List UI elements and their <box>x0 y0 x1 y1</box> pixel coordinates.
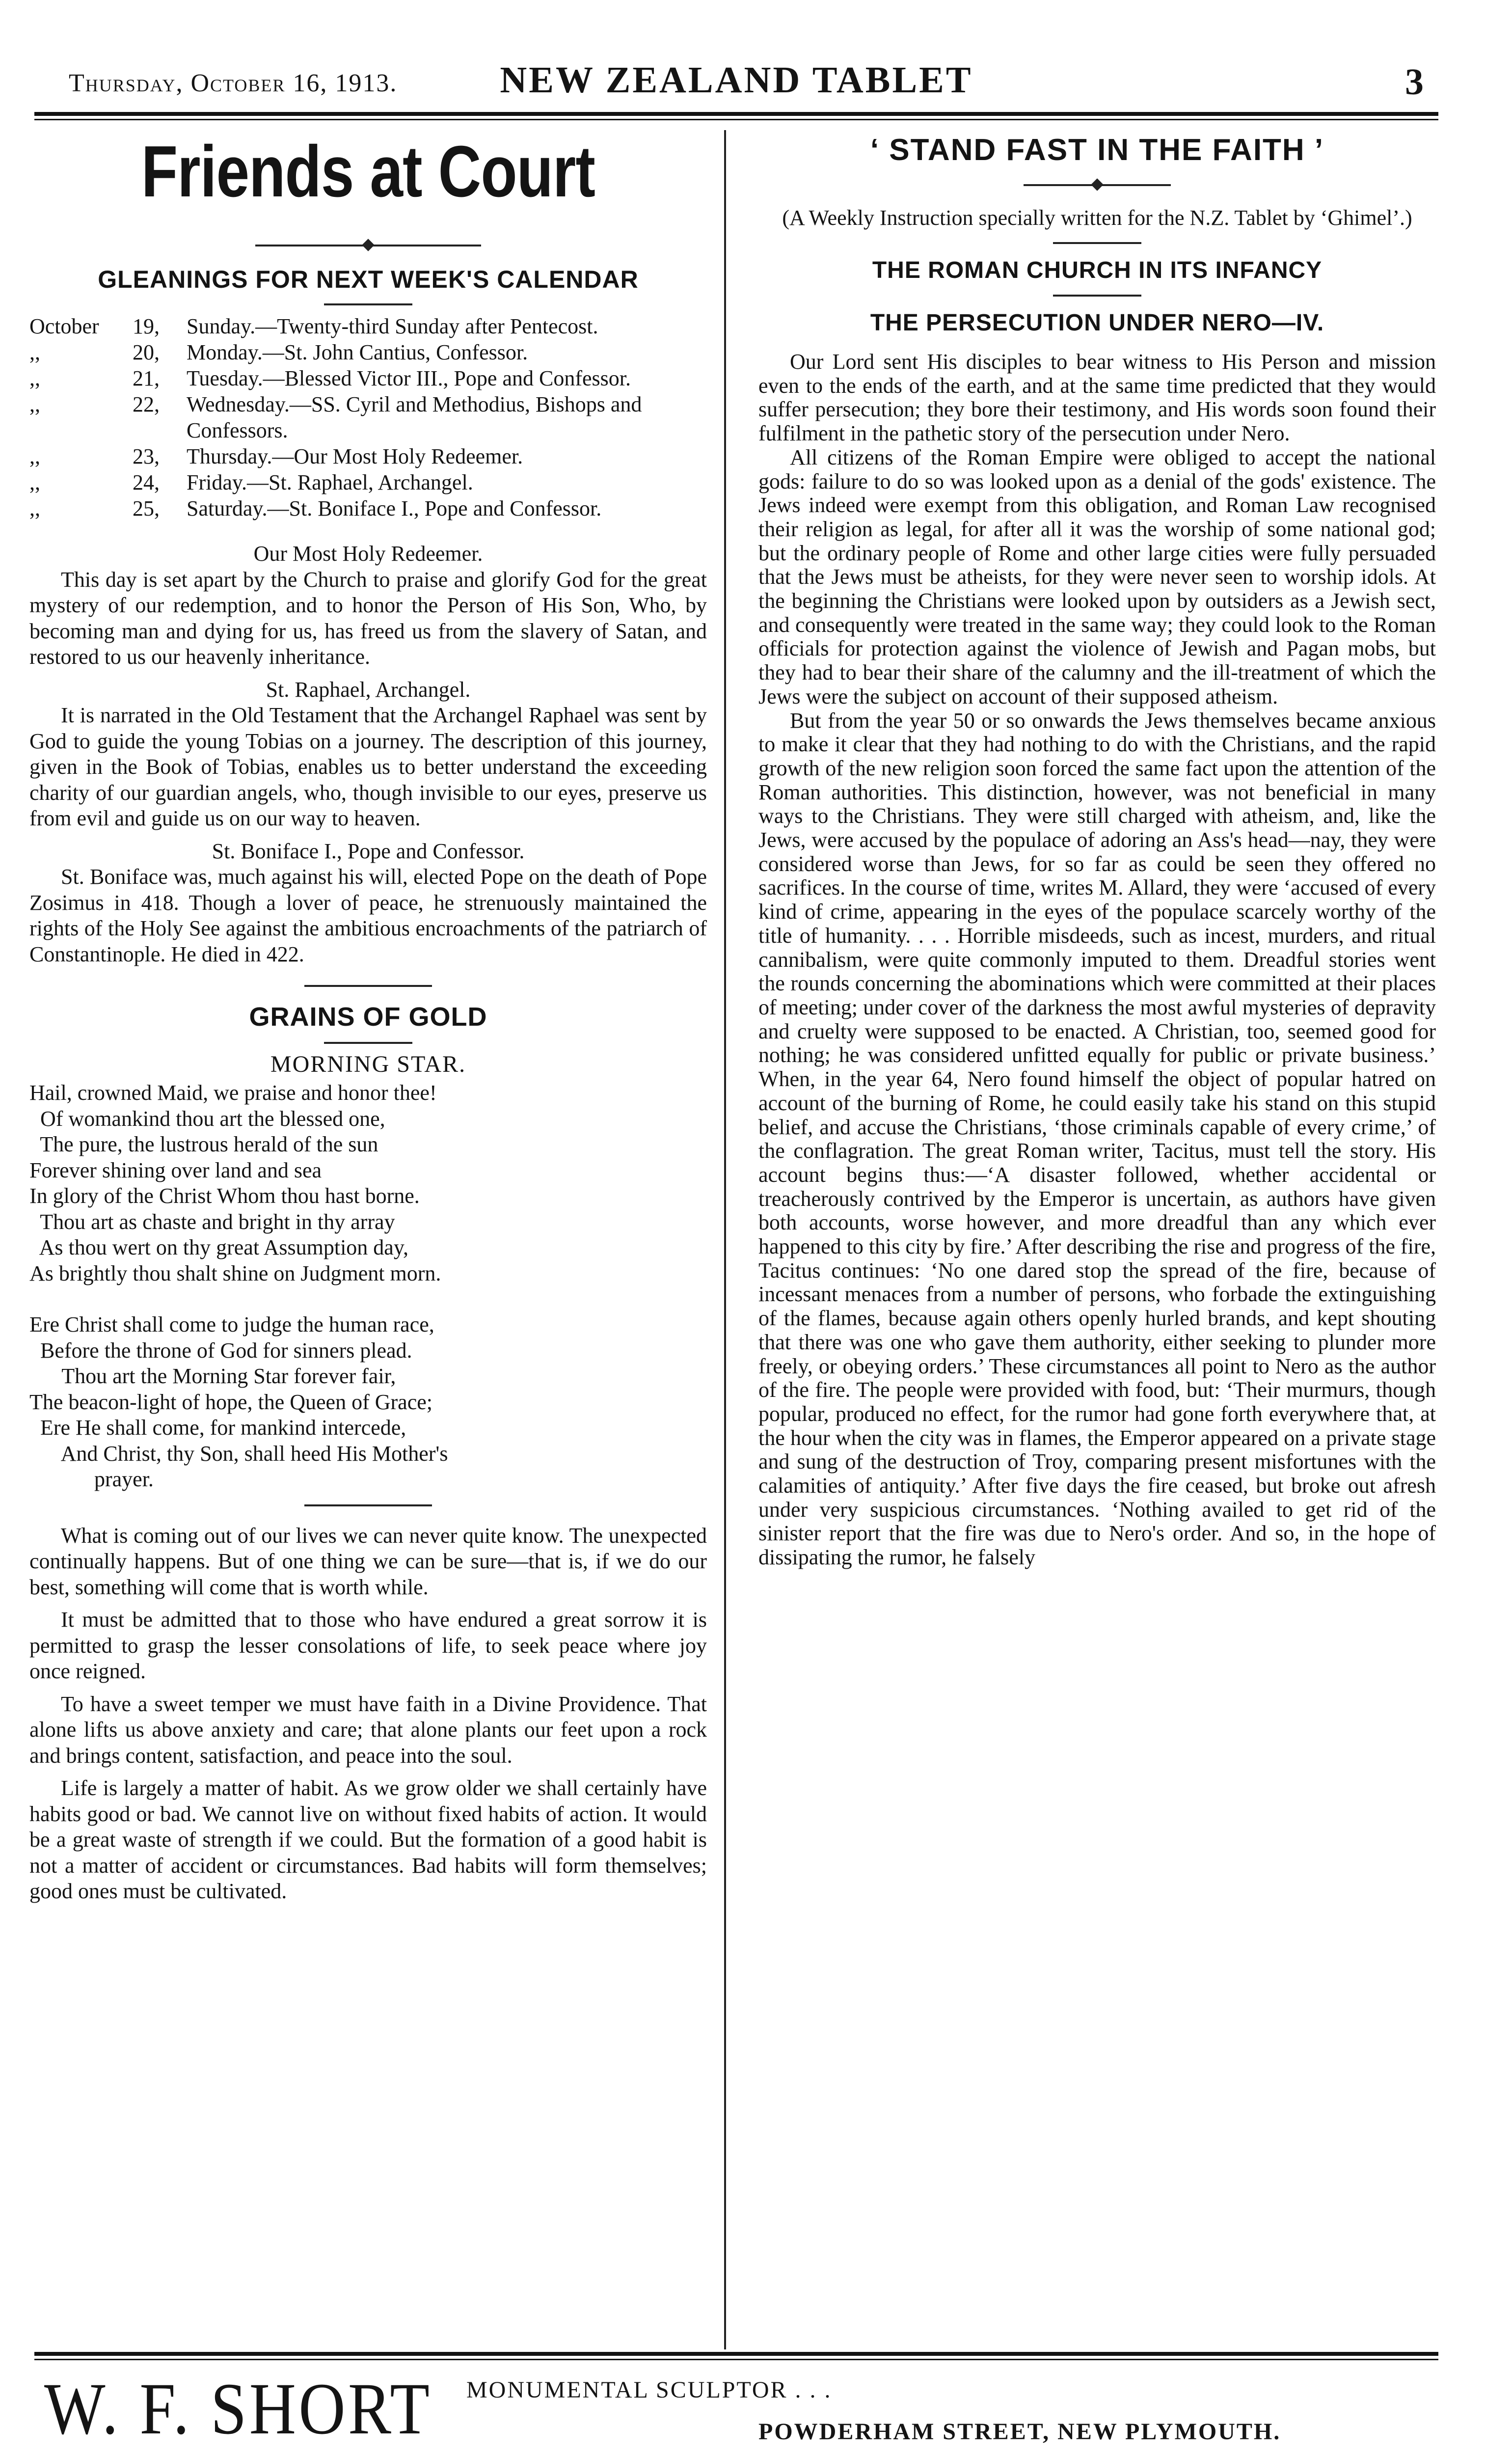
calendar-day: 25, <box>133 496 160 520</box>
poem-line: Ere Christ shall come to judge the human race, <box>29 1312 434 1337</box>
stand-paragraph: But from the year 50 or so onwards the Jews themselves became anxious to make it clear that they had nothing to do with the Christians, and the rapid growth of the new religion soon forced the same fact upon the attention of the Roman authorities. This distinction, however, was not beneficial in many ways to the Christians. They were still charged with atheism, and, like the Jews, were accused by the populace of adoring an Ass's head—nay, they were considered worse than Jews, for so far as could be seen they offered no sacrifices. In the course of time, writes M. Allard, they were ‘accused of every kind of crime, appearing in the eyes of the populace scarcely worthy of the title of humanity. . . . Horrible misdeeds, such as incest, murders, and ritual cannibalism, were quite commonly imputed to them. Dreadful stories went the rounds concerning the abominations which were committed at their places of meeting; under cover of the darkness the most awful mysteries of depravity and cruelty were supposed to be enacted. A Christian, too, seemed good for nothing; he was considered unfitted equally for public or private business.’ When, in the year 64, Nero found himself the object of popular hatred on account of the burning of Rome, he could easily take his stand on this stupid belief, and accuse the Christians, ‘those criminals capable of every crime,’ of the conflagration. The great Roman writer, Tacitus, must tell the story. His account begins thus:—‘A disaster followed, whether accidental or treacherously contrived by the Emperor is uncertain, as authors have given both accounts, worse however, and more dreadful than any which ever happened to this city by fire.’ After describing the rise and progress of the fire, Tacitus continues: ‘No one dared stop the spread of the fire, because of incessant menaces from a number of persons, who forbade the extinguishing of the flames, because again others openly hurled brands, and kept shouting that there was one who gave them authority, either seeking to plunder more freely, or obeying orders.’ These circumstances all point to Nero as the author of the fire. The people were provided with food, but: ‘Their murmurs, though popular, produced no effect, for the rumor had gone forth everywhere that, at the hour when the city was in flames, the Emperor appeared on a private stage and sung of the destruction of Troy, comparing present misfortunes with the calamities of antiquity.’ After five days the fire ceased, but broke out afresh under very suspicious circumstances. ‘Nothing availed to get rid of the sinister report that the fire was due to Nero's order. And so, in the hope of dissipating the rumor, he falsely <box>758 708 1436 1570</box>
calendar-day: 24, <box>133 470 160 494</box>
feast-heading: Our Most Holy Redeemer. <box>253 542 483 566</box>
calendar-entry: Friday.—St. Raphael, Archangel. <box>187 470 473 494</box>
section-rule <box>304 1504 432 1506</box>
feast-paragraph: This day is set apart by the Church to praise and glorify God for the great mystery of our redemption, and to honor the Person of His Son, Who, by becoming man and dying for us, has freed us from the slavery of Satan, and restored to us our heavenly inheritance. <box>29 567 707 669</box>
ornament-rule <box>255 241 481 250</box>
grains-paragraph: What is coming out of our lives we can never quite know. The unexpected continually happens. But of one thing we can be sure—that is, if we do our best, something will come that is worth while. <box>29 1523 707 1599</box>
short-rule <box>324 303 412 305</box>
footer-rule <box>34 2352 1438 2356</box>
stand-paragraph: Our Lord sent His disciples to bear witness to His Person and mission even to the ends of the earth, and at the same time predicted that they would suffer persecution; they bore their testimony, and His words soon found their fulfilment in the pathetic story of the persecution under Nero. <box>758 350 1436 446</box>
calendar-row <box>29 365 707 391</box>
persecution-heading: THE PERSECUTION UNDER NERO—IV. <box>870 310 1324 336</box>
poem-line: As brightly thou shalt shine on Judgment morn. <box>29 1261 441 1285</box>
poem-line: Hail, crowned Maid, we praise and honor thee! <box>29 1081 437 1105</box>
short-rule <box>1053 295 1141 297</box>
issue-date: Thursday, October 16, 1913. <box>69 69 398 97</box>
calendar-entry: Thursday.—Our Most Holy Redeemer. <box>187 444 523 468</box>
masthead-title: NEW ZEALAND TABLET <box>500 59 973 101</box>
poem-line: Of womankind thou art the blessed one, <box>29 1106 385 1131</box>
calendar-entry: Saturday.—St. Boniface I., Pope and Confessor. <box>187 496 602 520</box>
left-column <box>29 133 707 1911</box>
poem-stanza-1 <box>29 1080 707 1286</box>
calendar-row <box>29 339 707 365</box>
calendar-month: ,, <box>29 444 40 468</box>
advert-name: W. F. SHORT <box>44 2368 432 2450</box>
calendar-entry: Sunday.—Twenty-third Sunday after Pentecost. <box>187 314 598 338</box>
poem-line: Before the throne of God for sinners plead. <box>29 1338 412 1363</box>
feast-paragraph: It is narrated in the Old Testament that the Archangel Raphael was sent by God to guide the young Tobias on a journey. The description of this journey, given in the Book of Tobias, enables us to better understand the exceeding charity of our guardian angels, who, though invisible to our eyes, preserve us from evil and guide us on our way to heaven. <box>29 703 707 830</box>
poem-line: The pure, the lustrous herald of the sun <box>29 1132 378 1156</box>
poem-line: Thou art as chaste and bright in thy array <box>29 1209 395 1234</box>
poem-title: MORNING STAR. <box>270 1051 466 1077</box>
feast-paragraph: St. Boniface was, much against his will, elected Pope on the death of Pope Zosimus in 418. Though a lover of peace, he strenuously maintained the rights of the Holy See against the ambitious encroachments of the patriarch of Constantinople. He died in 422. <box>29 865 707 966</box>
roman-church-heading: THE ROMAN CHURCH IN ITS INFANCY <box>872 257 1323 283</box>
short-rule <box>1053 242 1141 244</box>
calendar-entry: Tuesday.—Blessed Victor III., Pope and Confessor. <box>187 366 631 390</box>
calendar-entry: Monday.—St. John Cantius, Confessor. <box>187 340 528 364</box>
poem-line: And Christ, thy Son, shall heed His Mother's <box>29 1441 448 1466</box>
advert-address: POWDERHAM STREET, NEW PLYMOUTH. <box>758 2419 1281 2445</box>
short-rule <box>324 1042 412 1044</box>
header-rule <box>34 112 1438 116</box>
calendar-row <box>29 443 707 469</box>
calendar-day: 22, <box>133 392 160 416</box>
grains-paragraphs <box>29 1523 707 1905</box>
calendar-day: 23, <box>133 444 160 468</box>
advert-trade: MONUMENTAL SCULPTOR . . . <box>466 2377 832 2403</box>
calendar-row <box>29 495 707 521</box>
calendar-day: 19, <box>133 314 160 338</box>
ornament-rule <box>1024 180 1171 190</box>
grains-paragraph: To have a sweet temper we must have faith in a Divine Providence. That alone lifts us above anxiety and care; that alone plants our feet upon a rock and brings content, satisfaction, and peace into the soul. <box>29 1691 707 1768</box>
section-rule <box>304 985 432 987</box>
calendar-list <box>29 313 707 521</box>
calendar-month: ,, <box>29 470 40 494</box>
feast-sections <box>29 541 707 967</box>
calendar-row <box>29 391 707 443</box>
byline: (A Weekly Instruction specially written for the N.Z. Tablet by ‘Ghimel’.) <box>782 206 1412 230</box>
right-column <box>758 133 1436 1570</box>
footer-rule-thin <box>34 2359 1438 2360</box>
calendar-month: ,, <box>29 392 40 416</box>
grains-heading: GRAINS OF GOLD <box>249 1002 487 1032</box>
column-divider <box>724 130 726 2349</box>
stand-paragraph: All citizens of the Roman Empire were obliged to accept the national gods: failure to do so was looked upon as a denial of the gods' existence. The Jews indeed were exempt from this obligation, and Roman Law recognised their religion as legal, for after all it was the worship of some national god; but the ordinary people of Rome and other large cities were fully persuaded that the Jews must be atheists, for they were never seen to worship idols. At the beginning the Christians were looked upon by outsiders as a Jewish sect, and consequently were treated in the same way; they could look to the Roman officials for protection against the violence of Jewish and Pagan mobs, but they had to bear their share of the calumny and the ill-treatment of which the Jews were the subject on account of their supposed atheism. <box>758 445 1436 709</box>
calendar-month: ,, <box>29 496 40 520</box>
poem-line: As thou wert on thy great Assumption day, <box>29 1235 408 1259</box>
page-number: 3 <box>1405 61 1424 103</box>
poem-line: prayer. <box>29 1467 154 1491</box>
calendar-month: October <box>29 314 99 338</box>
feast-heading: St. Raphael, Archangel. <box>266 677 471 702</box>
grains-paragraph: Life is largely a matter of habit. As we grow older we shall certainly have habits good or bad. We cannot live on without fixed habits of action. It would be a great waste of strength if we could. But the formation of a good habit is not a matter of accident or circumstances. Bad habits will form themselves; good ones must be cultivated. <box>29 1776 707 1903</box>
calendar-month: ,, <box>29 340 40 364</box>
feast-heading: St. Boniface I., Pope and Confessor. <box>212 839 525 863</box>
stand-fast-title: ‘ STAND FAST IN THE FAITH ’ <box>870 133 1324 167</box>
poem-line: The beacon-light of hope, the Queen of Grace; <box>29 1390 432 1414</box>
poem-line: Ere He shall come, for mankind intercede, <box>29 1416 406 1440</box>
grains-paragraph: It must be admitted that to those who have endured a great sorrow it is permitted to grasp the lesser consolations of life, to seek peace where joy once reigned. <box>29 1608 707 1683</box>
friends-at-court-title: Friends at Court <box>141 131 595 212</box>
poem-stanza-2 <box>29 1312 707 1493</box>
page-header <box>34 59 1438 118</box>
poem-line: In glory of the Christ Whom thou hast borne. <box>29 1184 420 1208</box>
calendar-heading: GLEANINGS FOR NEXT WEEK'S CALENDAR <box>98 266 639 293</box>
calendar-row <box>29 313 707 339</box>
poem-line: Thou art the Morning Star forever fair, <box>29 1364 396 1388</box>
stand-paragraphs <box>758 350 1436 1570</box>
calendar-month: ,, <box>29 366 40 390</box>
calendar-entry: Wednesday.—SS. Cyril and Methodius, Bishops and Confessors. <box>187 392 642 442</box>
calendar-day: 21, <box>133 366 160 390</box>
poem-line: Forever shining over land and sea <box>29 1158 322 1182</box>
calendar-row <box>29 469 707 495</box>
calendar-day: 20, <box>133 340 160 364</box>
header-rule-thin <box>34 119 1438 120</box>
